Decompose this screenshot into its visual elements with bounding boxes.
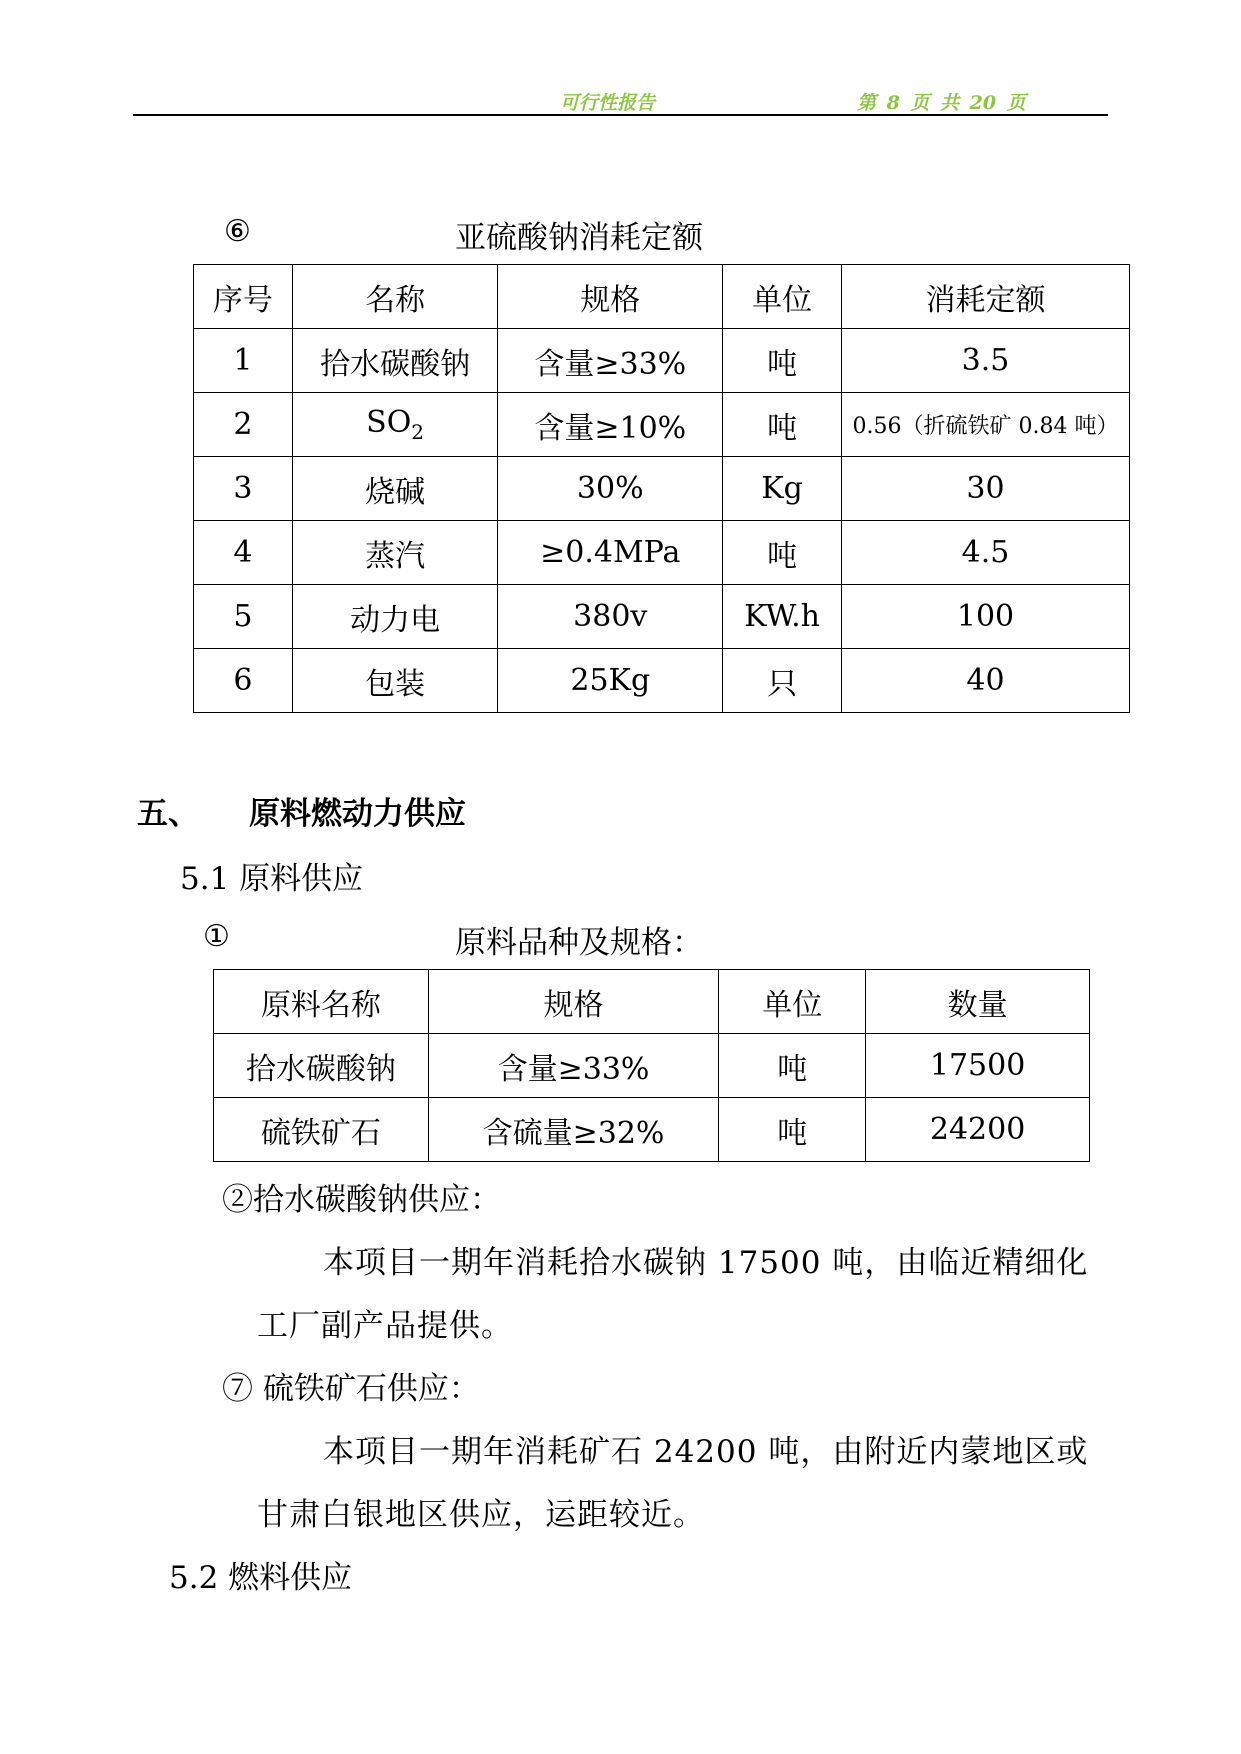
so2-subscript: 2: [411, 420, 425, 444]
column-header: 单位: [723, 265, 842, 329]
table1-caption-number: ⑥: [224, 214, 251, 249]
table-cell: 24200: [866, 1098, 1090, 1162]
soda-supply-line1: 本项目一期年消耗拾水碳钠 17500 吨，由临近精细化: [323, 1245, 1089, 1281]
table2-caption-number: ①: [203, 919, 230, 954]
column-header: 原料名称: [214, 970, 429, 1034]
table-header-row: [214, 970, 1090, 1034]
table-cell: 2: [194, 393, 293, 457]
table-cell: 包装: [292, 649, 498, 713]
table-cell: 动力电: [292, 585, 498, 649]
table-cell: 3: [194, 457, 293, 521]
subsection-fuel: 5.2 燃料供应: [169, 1560, 353, 1596]
column-header: 数量: [866, 970, 1090, 1034]
table-row: [194, 457, 1130, 521]
table-cell: 1: [194, 329, 293, 393]
section-number: 五、: [137, 796, 199, 832]
table-cell: 吨: [723, 521, 842, 585]
soda-supply-heading: ②拾水碳酸钠供应：: [222, 1182, 501, 1218]
section-title: 原料燃动力供应: [249, 796, 466, 832]
consumption-table: [193, 264, 1130, 713]
table-cell: 4: [194, 521, 293, 585]
table-cell: 含量≥33%: [498, 329, 723, 393]
pyrite-supply-line1: 本项目一期年消耗矿石 24200 吨，由附近内蒙地区或: [323, 1434, 1089, 1470]
table-cell: 烧碱: [292, 457, 498, 521]
table-cell: 吨: [723, 393, 842, 457]
table-row: [214, 1098, 1090, 1162]
table-cell: Kg: [723, 457, 842, 521]
column-header: 序号: [194, 265, 293, 329]
table-cell: 4.5: [842, 521, 1130, 585]
column-header: 规格: [498, 265, 723, 329]
table-cell: 只: [723, 649, 842, 713]
table-cell: 含硫量≥32%: [428, 1098, 719, 1162]
table-cell: 5: [194, 585, 293, 649]
table1-caption-title: 亚硫酸钠消耗定额: [455, 220, 703, 256]
table-cell: 吨: [719, 1098, 866, 1162]
table-header-row: [194, 265, 1130, 329]
table-cell: 硫铁矿石: [214, 1098, 429, 1162]
header-page-info: 第 8 页 共 20 页: [857, 92, 1026, 114]
subsection-raw-material: 5.1 原料供应: [180, 861, 364, 897]
table-row: [194, 521, 1130, 585]
table-cell: [292, 393, 498, 457]
table-cell: 拾水碳酸钠: [292, 329, 498, 393]
table-row: [194, 393, 1130, 457]
column-header: 单位: [719, 970, 866, 1034]
table-cell: 3.5: [842, 329, 1130, 393]
table-cell: 30%: [498, 457, 723, 521]
column-header: 名称: [292, 265, 498, 329]
so2-text: SO: [366, 405, 412, 440]
header-title: 可行性报告: [560, 92, 656, 114]
soda-supply-line2: 工厂副产品提供。: [257, 1308, 513, 1344]
table-cell: 6: [194, 649, 293, 713]
table-cell: 蒸汽: [292, 521, 498, 585]
table-cell: ≥0.4MPa: [498, 521, 723, 585]
table-row: [194, 649, 1130, 713]
table2-caption-title: 原料品种及规格：: [455, 925, 703, 961]
table-cell: 含量≥33%: [428, 1034, 719, 1098]
table-cell: 吨: [719, 1034, 866, 1098]
table-row: [214, 1034, 1090, 1098]
table-cell: 0.56（折硫铁矿 0.84 吨）: [842, 393, 1130, 457]
table-row: [194, 585, 1130, 649]
table-row: [194, 329, 1130, 393]
table-cell: 25Kg: [498, 649, 723, 713]
section-heading: [137, 788, 466, 833]
table-cell: 17500: [866, 1034, 1090, 1098]
raw-material-table: [213, 969, 1090, 1162]
column-header: 规格: [428, 970, 719, 1034]
header-divider: [133, 114, 1108, 116]
table-cell: 100: [842, 585, 1130, 649]
column-header: 消耗定额: [842, 265, 1130, 329]
pyrite-supply-line2: 甘肃白银地区供应，运距较近。: [257, 1497, 705, 1533]
table-cell: 拾水碳酸钠: [214, 1034, 429, 1098]
pyrite-supply-heading: ⑦ 硫铁矿石供应：: [222, 1371, 480, 1407]
table-cell: 40: [842, 649, 1130, 713]
table-cell: 380v: [498, 585, 723, 649]
table-cell: 30: [842, 457, 1130, 521]
table-cell: 含量≥10%: [498, 393, 723, 457]
table-cell: KW.h: [723, 585, 842, 649]
table-cell: 吨: [723, 329, 842, 393]
